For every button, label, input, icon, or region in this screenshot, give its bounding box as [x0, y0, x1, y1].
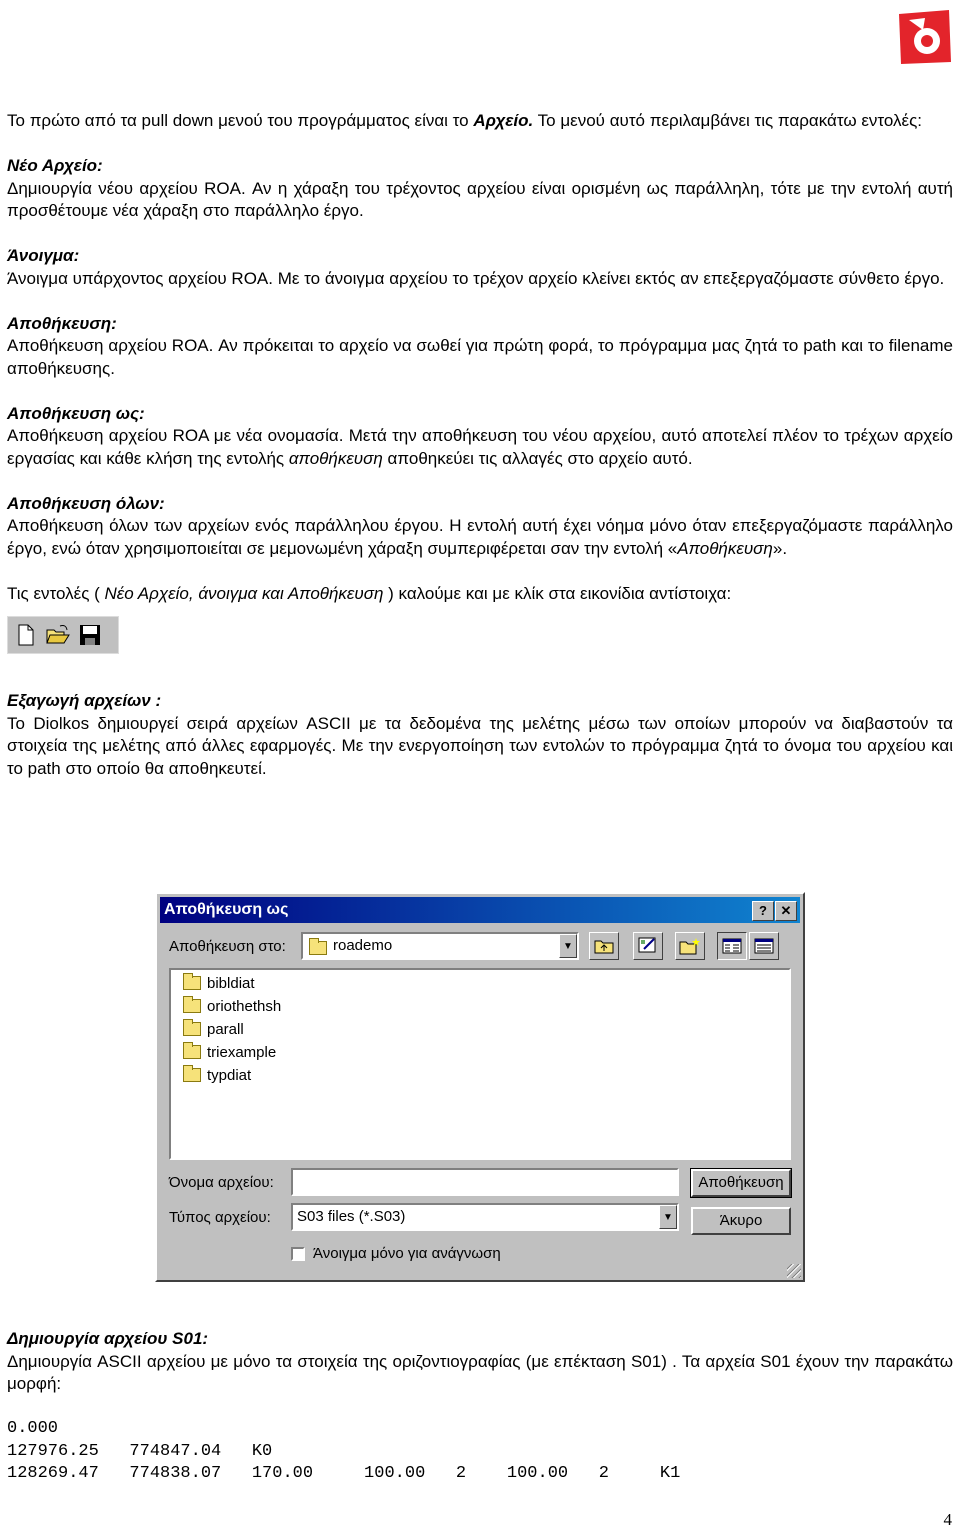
save-in-combo[interactable] — [301, 932, 579, 960]
save-button[interactable]: Αποθήκευση — [691, 1169, 791, 1197]
company-logo — [895, 8, 953, 66]
folder-icon — [183, 1022, 201, 1036]
s01-paragraph — [7, 1328, 953, 1396]
code-line: 128269.47 774838.07 170.00 100.00 2 100.00 2 K1 — [7, 1464, 681, 1483]
s01-body: Δημιουργία ASCII αρχείου με μόνο τα στοιχεία της οριζοντιογραφίας (με επέκταση S01) . Τα αρχεία S01 έχουν την παρακάτω μορφή: — [7, 1351, 953, 1393]
details-view-icon — [754, 938, 774, 954]
s01-heading: Δημιουργία αρχείου S01: — [7, 1329, 209, 1348]
new-folder-icon — [679, 937, 701, 955]
folder-icon — [309, 941, 327, 955]
desktop-icon — [638, 937, 658, 955]
section-body-tail: ». — [772, 538, 788, 558]
filetype-value: S03 files (*.S03) — [297, 1208, 406, 1225]
icons-sentence-start: Τις εντολές ( — [7, 583, 105, 603]
filename-label: Όνομα αρχείου: — [169, 1174, 274, 1191]
section-save-all — [7, 493, 953, 561]
section-body: Αποθήκευση αρχείου ROA με νέα ονομασία. Μετά την αποθήκευση του νέου αρχείου, αυτό αποτελεί πλέον το τρέχων αρχείο εργασίας και κάθε κλήση της εντολής — [7, 426, 953, 468]
filetype-combo[interactable] — [291, 1203, 679, 1231]
save-in-label: Αποθήκευση στο: — [169, 938, 286, 955]
section-open — [7, 245, 953, 290]
up-folder-icon — [594, 938, 614, 954]
section-save — [7, 313, 953, 381]
folder-icon — [183, 1068, 201, 1082]
icons-sentence-end: ) καλούμε και με κλίκ στα εικονίδια αντίστοιχα: — [383, 583, 732, 603]
up-folder-button[interactable] — [589, 932, 619, 960]
s01-section — [7, 1328, 953, 1486]
intro-tail: Το μενού αυτό περιλαμβάνει τις παρακάτω εντολές: — [533, 111, 923, 130]
folder-icon — [183, 1045, 201, 1059]
folder-icon — [183, 999, 201, 1013]
list-item[interactable] — [183, 1041, 276, 1063]
icons-sentence — [7, 583, 953, 606]
section-body: Αποθήκευση όλων των αρχείων ενός παράλληλου έργου. Η εντολή αυτή έχει νόημα μόνο όταν επεξεργαζόμαστε παράλληλο έργο, ενώ όταν χρησιμοποιείται σε μεμονωμένη χάραξη συμπεριφέρεται σαν την εντολή « — [7, 516, 953, 558]
list-item[interactable] — [183, 1064, 251, 1086]
page-number: 4 — [943, 1510, 952, 1529]
chevron-down-icon[interactable]: ▼ — [559, 934, 577, 958]
cancel-button[interactable]: Άκυρο — [691, 1207, 791, 1235]
new-folder-button[interactable] — [675, 932, 705, 960]
readonly-checkbox[interactable] — [291, 1247, 305, 1261]
desktop-button[interactable] — [633, 932, 663, 960]
file-list[interactable] — [169, 968, 791, 1160]
open-folder-icon[interactable] — [44, 621, 72, 649]
section-body: Άνοιγμα υπάρχοντος αρχείου ROA. Με το άνοιγμα αρχείου το τρέχον αρχείο κλείνει εκτός αν επεξεργαζόμαστε σύνθετο έργο. — [7, 268, 945, 288]
help-button[interactable]: ? — [752, 901, 774, 921]
folder-name: typdiat — [207, 1066, 252, 1084]
dialog-title: Αποθήκευση ως — [164, 901, 289, 918]
chevron-down-icon[interactable]: ▼ — [659, 1205, 677, 1229]
close-button[interactable]: ✕ — [775, 901, 797, 921]
intro-menu-name: Αρχείο. — [473, 111, 534, 130]
section-body: Αποθήκευση αρχείου ROA. Αν πρόκειται το αρχείο να σωθεί για πρώτη φορά, το πρόγραμμα μας ζητά το path και το filename αποθήκευσης. — [7, 336, 953, 378]
export-section — [7, 690, 953, 780]
section-body-emphasis: Αποθήκευση — [677, 538, 773, 558]
document-body — [7, 110, 953, 803]
intro-paragraph — [7, 110, 953, 133]
save-as-dialog — [155, 892, 805, 1282]
section-heading: Αποθήκευση ως: — [7, 403, 145, 423]
filename-field[interactable] — [291, 1168, 679, 1196]
export-body: Το Diolkos δημιουργεί σειρά αρχείων ASCII με τα δεδομένα της μελέτης μέσω των οποίων μπορούν να διαβαστούν τα στοιχεία της μελέτης από άλλες εφαρμογές. Με την ενεργοποίηση των εντολών το πρόγραμμα ζητά το όνομα του αρχείου και το path στο οποίο θα αποθηκευτεί. — [7, 713, 953, 778]
folder-name: triexample — [207, 1043, 277, 1061]
section-body-tail: αποθηκεύει τις αλλαγές στο αρχείο αυτό. — [382, 448, 693, 468]
list-view-icon — [722, 938, 742, 954]
section-body: Δημιουργία νέου αρχείου ROA. Αν η χάραξη του τρέχοντος αρχείου είναι ορισμένη ως παράλληλη, τότε με την εντολή αυτή προσθέτουμε νέα χάραξη στο παράλληλο έργο. — [7, 178, 953, 220]
section-heading: Αποθήκευση: — [7, 313, 117, 333]
section-body-emphasis: αποθήκευση — [288, 448, 383, 468]
resize-grip[interactable] — [787, 1264, 801, 1278]
save-in-value: roademo — [333, 937, 393, 954]
folder-name: oriothethsh — [207, 997, 282, 1015]
export-heading: Εξαγωγή αρχείων : — [7, 691, 162, 710]
list-item[interactable] — [183, 1018, 244, 1040]
section-heading: Άνοιγμα: — [7, 246, 80, 265]
list-item[interactable] — [183, 972, 255, 994]
list-item[interactable] — [183, 995, 281, 1017]
code-line: 127976.25 774847.04 K0 — [7, 1441, 273, 1461]
save-disk-icon[interactable] — [76, 621, 104, 649]
section-heading: Αποθήκευση όλων: — [7, 493, 165, 513]
list-view-button[interactable] — [717, 932, 747, 960]
folder-name: bibldiat — [207, 974, 255, 992]
folder-name: parall — [207, 1020, 244, 1038]
section-heading: Νέο Αρχείο: — [7, 156, 103, 175]
filetype-label: Τύπος αρχείου: — [169, 1209, 271, 1226]
icons-sentence-emphasis: Νέο Αρχείο, άνοιγμα και Αποθήκευση — [104, 583, 384, 603]
dialog-titlebar — [160, 897, 800, 923]
section-new-file — [7, 155, 953, 223]
intro-text: Το πρώτο από τα pull down μενού του προγράμματος είναι το — [7, 111, 474, 130]
new-file-icon[interactable] — [12, 621, 40, 649]
section-save-as — [7, 403, 953, 471]
details-view-button[interactable] — [749, 932, 779, 960]
code-line: 0.000 — [7, 1419, 59, 1438]
readonly-label: Άνοιγμα μόνο για ανάγνωση — [313, 1245, 501, 1262]
folder-icon — [183, 976, 201, 990]
file-toolbar — [7, 616, 119, 654]
